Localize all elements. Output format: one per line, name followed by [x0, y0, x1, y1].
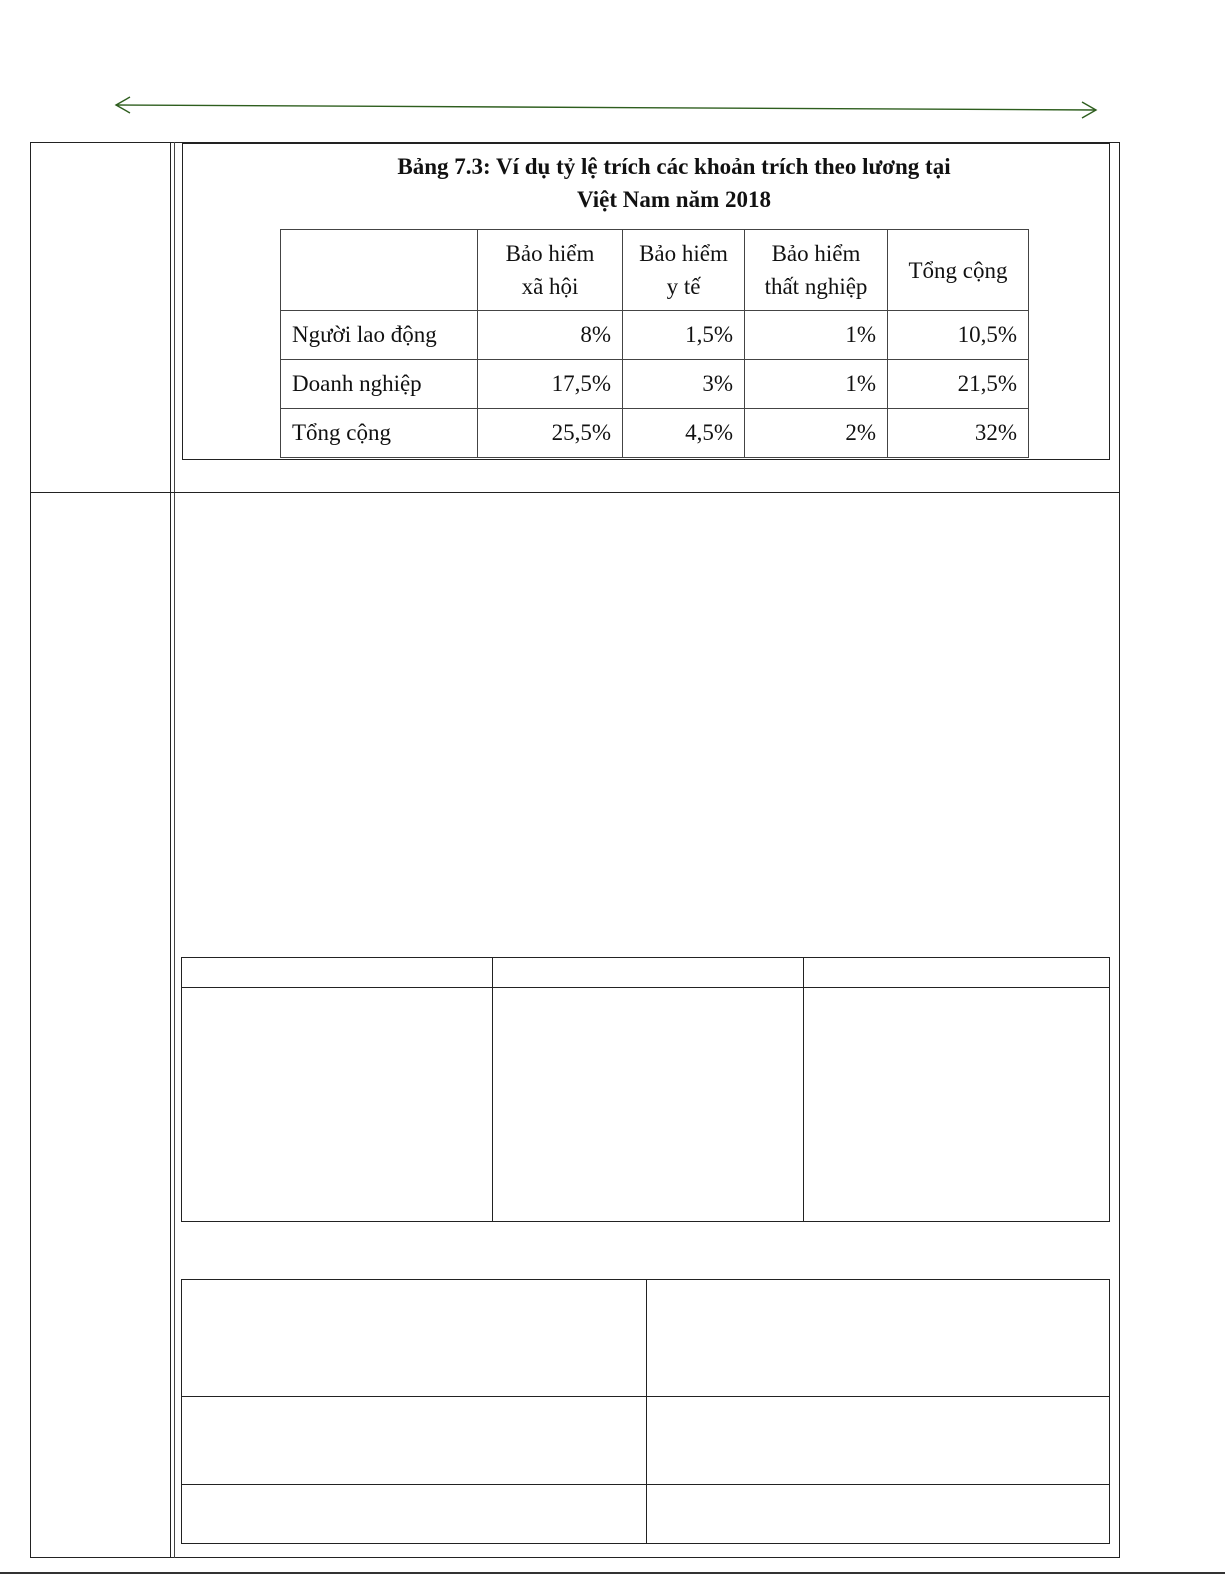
table-cell: 2%: [745, 409, 888, 458]
table-row: [281, 409, 1029, 458]
table-header-row: [281, 230, 1029, 311]
empty-table-header-row: [182, 958, 1110, 988]
table-cell: 4,5%: [623, 409, 745, 458]
table-cell: 17,5%: [478, 360, 623, 409]
empty-table-row: [182, 1485, 1110, 1544]
column-divider: [170, 142, 171, 1558]
table-cell: 32%: [888, 409, 1029, 458]
table-cell: 3%: [623, 360, 745, 409]
empty-cell: [182, 988, 493, 1222]
caption-line-1: Bảng 7.3: Ví dụ tỷ lệ trích các khoản trích theo lương tại: [397, 154, 951, 179]
table-caption: [182, 150, 1166, 216]
empty-cell: [647, 1485, 1110, 1544]
table-cell: 10,5%: [888, 311, 1029, 360]
header-cell-empty: [281, 230, 478, 311]
empty-cell: [804, 988, 1110, 1222]
header-cell-total: Tổng cộng: [888, 230, 1029, 311]
double-arrow-icon: [110, 96, 1110, 120]
empty-cell: [182, 958, 493, 988]
table-cell: 1%: [745, 311, 888, 360]
caption-line-2: Việt Nam năm 2018: [577, 187, 771, 212]
row-divider: [30, 492, 1120, 493]
empty-table-row: [182, 1397, 1110, 1485]
empty-cell: [182, 1397, 647, 1485]
row-label: Doanh nghiệp: [281, 360, 478, 409]
empty-cell: [647, 1397, 1110, 1485]
header-cell-unemployment-insurance: Bảo hiểm thất nghiệp: [745, 230, 888, 311]
table-cell: 8%: [478, 311, 623, 360]
empty-cell: [182, 1485, 647, 1544]
contribution-rate-table: [280, 229, 1029, 458]
empty-cell: [182, 1280, 647, 1397]
empty-table-row: [182, 1280, 1110, 1397]
table-cell: 1%: [745, 360, 888, 409]
table-row: [281, 311, 1029, 360]
empty-cell: [493, 958, 804, 988]
header-cell-health-insurance: Bảo hiểm y tế: [623, 230, 745, 311]
empty-cell: [804, 958, 1110, 988]
empty-three-column-table: [181, 957, 1110, 1222]
empty-cell: [493, 988, 804, 1222]
empty-cell: [647, 1280, 1110, 1397]
row-label: Người lao động: [281, 311, 478, 360]
row-label: Tổng cộng: [281, 409, 478, 458]
table-row: [281, 360, 1029, 409]
empty-table-row: [182, 988, 1110, 1222]
page-bottom-rule: [0, 1572, 1225, 1574]
column-divider-inner: [174, 142, 175, 1558]
table-cell: 1,5%: [623, 311, 745, 360]
header-cell-social-insurance: Bảo hiểm xã hội: [478, 230, 623, 311]
table-cell: 25,5%: [478, 409, 623, 458]
table-cell: 21,5%: [888, 360, 1029, 409]
empty-two-column-table: [181, 1279, 1110, 1544]
